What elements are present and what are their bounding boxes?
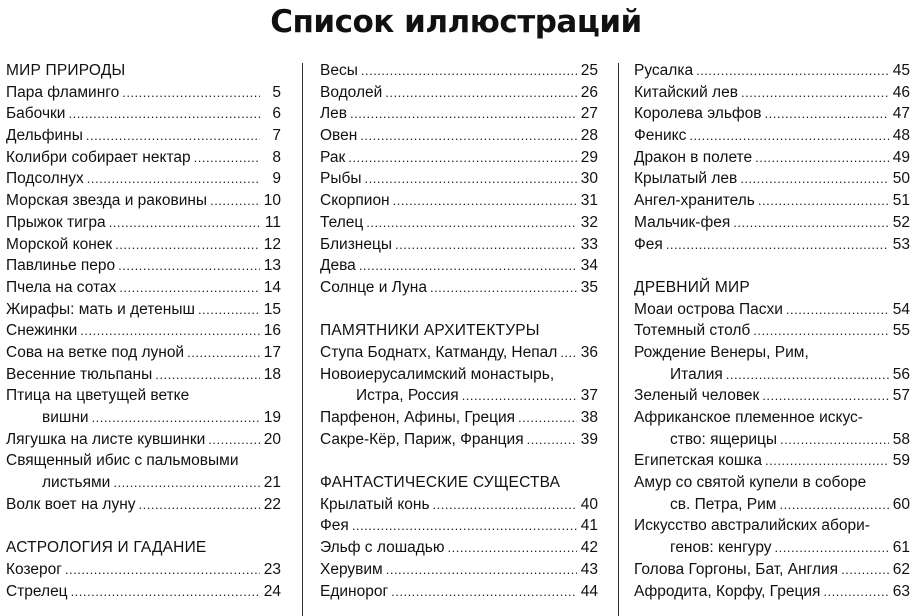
toc-entry [6,190,281,212]
entry-page-number: 28 [580,127,598,145]
entry-page-number: 13 [263,257,281,275]
entry-title: Весенние тюльпаны [6,365,153,383]
toc-entry [634,450,910,472]
dot-leader [115,234,260,256]
dot-leader [87,168,260,190]
entry-page-number: 21 [263,474,281,492]
entry-title: Скорпион [320,192,390,210]
entry-title: Стрелец [6,582,68,600]
entry-page-number: 27 [580,105,598,123]
dot-leader [385,82,577,104]
entry-page-number: 44 [580,582,598,600]
entry-page-number: 50 [892,170,910,188]
toc-entry [6,364,281,386]
dot-leader [350,103,577,125]
dot-leader [366,212,577,234]
entry-page-number: 15 [263,300,281,318]
entry-title: Дельфины [6,127,83,145]
entry-title: Моаи острова Пасхи [634,300,783,318]
toc-entry [320,537,598,559]
toc-entry [6,234,281,256]
toc-entry [320,212,598,234]
entry-title-line: Истра, Россия [356,387,459,405]
entry-page-number: 19 [263,409,281,426]
dot-leader [740,168,889,190]
entry-title: Морской конек [6,235,113,253]
entry-page-number: 56 [892,365,910,383]
entry-page-number: 39 [580,430,598,448]
dot-leader [779,494,889,516]
toc-entry [6,299,281,321]
toc-entry [6,342,281,364]
toc-entry [6,277,281,299]
toc-entry [634,299,910,321]
toc-entry [634,494,910,516]
column-divider [302,63,303,616]
dot-leader [122,82,260,104]
toc-entry [320,125,598,147]
dot-leader [560,342,577,364]
entry-page-number: 9 [272,170,281,188]
entry-title: Тотемный столб [634,322,751,340]
entry-page-number: 55 [892,322,910,340]
entry-page-number: 45 [892,62,910,79]
entry-page-number: 54 [892,300,910,318]
entry-page-number: 30 [580,170,598,188]
dot-leader [80,320,260,342]
entry-page-number: 23 [263,560,281,578]
toc-entry [320,60,598,82]
toc-entry [6,212,281,234]
dot-leader [841,559,889,581]
dot-leader [823,581,889,603]
entry-title: Парфенон, Афины, Греция [320,409,516,426]
toc-entry [320,190,598,212]
entry-page-number: 49 [892,148,910,166]
entry-title-line: Священный ибис с пальмовыми [6,452,239,470]
entry-page-number: 52 [892,213,910,231]
section-heading: АСТРОЛОГИЯ И ГАДАНИЕ [6,539,207,557]
entry-title: Феникс [634,127,687,145]
entry-title-line: Рождение Венеры, Рим, [634,343,809,361]
entry-title: Королева эльфов [634,105,762,123]
entry-page-number: 60 [892,495,910,513]
toc-entry [6,125,281,147]
entry-title: Зеленый человек [634,387,760,405]
toc-entry [634,364,910,386]
entry-page-number: 57 [892,387,910,405]
entry-page-number: 12 [263,235,281,253]
dot-leader [359,255,577,277]
entry-title: Китайский лев [634,83,738,101]
entry-page-number: 41 [580,517,598,535]
dot-leader [518,407,577,429]
toc-entry [6,494,281,516]
dot-leader [780,429,889,451]
toc-entry [6,320,281,342]
dot-leader [139,494,260,516]
entry-page-number: 63 [892,582,910,600]
entry-page-number: 22 [263,495,281,513]
toc-entry [6,472,281,494]
entry-title: Единорог [320,582,389,600]
entry-page-number: 48 [892,127,910,145]
entry-title: Пара фламинго [6,83,120,101]
entry-page-number: 40 [580,495,598,513]
toc-entry [634,537,910,559]
dot-leader [775,537,889,559]
dot-leader [758,190,889,212]
dot-leader [360,125,577,147]
entry-title-line: листьями [42,474,111,492]
dot-leader [361,60,577,82]
toc-entry [320,234,598,256]
entry-page-number: 18 [263,365,281,383]
toc-entry [320,429,598,451]
dot-leader [119,277,260,299]
entry-page-number: 51 [892,192,910,210]
entry-title: Весы [320,62,358,79]
entry-title: Волк воет на луну [6,495,136,513]
toc-column-1 [6,60,281,602]
toc-entry [634,385,910,407]
entry-page-number: 35 [580,278,598,296]
entry-page-number: 53 [892,235,910,253]
entry-page-number: 37 [580,387,598,405]
entry-title: Рак [320,148,346,166]
dot-leader [92,407,260,429]
entry-page-number: 17 [263,343,281,361]
entry-title: Подсолнух [6,170,84,188]
entry-title: Дракон в полете [634,148,753,166]
toc-entry [6,255,281,277]
entry-page-number: 10 [263,192,281,210]
toc-entry [320,385,598,407]
section-heading: ПАМЯТНИКИ АРХИТЕКТУРЫ [320,322,540,340]
entry-title-line: ство: ящерицы [670,430,778,448]
dot-leader [741,82,889,104]
entry-page-number: 47 [892,105,910,123]
entry-title: Лягушка на листе кувшинки [6,430,206,448]
dot-leader [733,212,889,234]
page-title: Список иллюстраций [270,4,642,40]
toc-entry [634,320,910,342]
entry-title: Афродита, Корфу, Греция [634,582,821,600]
dot-leader [348,147,577,169]
entry-title: Ангел-хранитель [634,192,755,210]
toc-entry [6,559,281,581]
entry-title: Эльф с лошадью [320,539,445,557]
entry-title: Жирафы: мать и детеныш [6,300,195,318]
entry-title: Рыбы [320,170,362,188]
dot-leader [113,472,260,494]
toc-entry [634,190,910,212]
toc-entry [320,342,598,364]
entry-title: Крылатый лев [634,170,738,188]
dot-leader [187,342,260,364]
dot-leader [395,234,577,256]
dot-leader [765,450,889,472]
entry-title-line: Искусство австралийских абори- [634,517,870,535]
dot-leader [786,299,889,321]
toc-entry [320,168,598,190]
entry-title-line: св. Петра, Рим [670,495,777,513]
dot-leader [198,299,260,321]
entry-title: Близнецы [320,235,393,253]
dot-leader [430,277,577,299]
entry-page-number: 11 [264,213,281,231]
toc-entry [634,234,910,256]
toc-entry [320,82,598,104]
entry-title-line: генов: кенгуру [670,539,772,557]
toc-entry [634,581,910,603]
entry-page-number: 29 [580,148,598,166]
dot-leader [391,581,577,603]
entry-title: Водолей [320,83,383,101]
toc-entry [6,429,281,451]
entry-page-number: 34 [580,257,598,275]
entry-page-number: 20 [263,430,281,448]
entry-title-line: Амур со святой купели в соборе [634,474,867,492]
section-heading: ДРЕВНИЙ МИР [634,278,750,296]
entry-page-number: 26 [580,83,598,101]
entry-title: Сова на ветке под луной [6,343,185,361]
dot-leader [109,212,260,234]
toc-entry [6,407,281,429]
entry-title: Херувим [320,560,383,578]
toc-entry [320,103,598,125]
entry-title: Козерог [6,560,62,578]
entry-title: Телец [320,213,364,231]
dot-leader [527,429,577,451]
entry-page-number: 36 [580,343,598,361]
entry-page-number: 6 [272,105,281,123]
toc-column-3 [634,60,910,602]
toc-entry [634,103,910,125]
entry-title-line: Италия [670,365,723,383]
dot-leader [696,60,889,82]
entry-page-number: 58 [892,430,910,448]
entry-page-number: 59 [892,452,910,470]
entry-title: Мальчик-фея [634,213,731,231]
entry-title: Египетская кошка [634,452,763,470]
toc-entry [320,559,598,581]
entry-title: Русалка [634,62,694,79]
toc-entry [634,212,910,234]
toc-entry [6,147,281,169]
toc-entry [6,581,281,603]
section-heading: ФАНТАСТИЧЕСКИЕ СУЩЕСТВА [320,474,561,492]
toc-entry [320,515,598,537]
toc-entry [6,103,281,125]
entry-page-number: 31 [580,192,598,210]
entry-page-number: 16 [263,322,281,340]
entry-title: Фея [634,235,663,253]
entry-title: Ступа Боднатх, Катманду, Непал [320,343,558,361]
entry-title: Павлинье перо [6,257,116,275]
dot-leader [68,103,260,125]
entry-page-number: 61 [892,539,910,557]
dot-leader [393,190,577,212]
entry-page-number: 32 [580,213,598,231]
dot-leader [666,234,889,256]
dot-leader [448,537,578,559]
dot-leader [208,429,260,451]
entry-page-number: 43 [580,560,598,578]
toc-entry [320,277,598,299]
toc-entry [6,168,281,190]
dot-leader [755,147,889,169]
toc-entry [634,82,910,104]
entry-title: Лев [320,105,348,123]
dot-leader [365,168,578,190]
entry-title: Фея [320,517,349,535]
toc-entry [320,147,598,169]
toc-entry [320,255,598,277]
entry-title: Овен [320,127,358,145]
toc-entry [634,125,910,147]
entry-title: Дева [320,257,356,275]
dot-leader [762,385,889,407]
entry-title-line: вишни [42,409,89,426]
toc-entry [634,147,910,169]
dot-leader [194,147,260,169]
toc-column-2 [320,60,598,602]
dot-leader [462,385,577,407]
toc-entry [634,559,910,581]
dot-leader [65,559,260,581]
entry-page-number: 25 [580,62,598,79]
dot-leader [753,320,889,342]
entry-page-number: 38 [580,409,598,426]
entry-title-line: Птица на цветущей ветке [6,387,190,405]
dot-leader [352,515,577,537]
toc-entry [6,82,281,104]
entry-page-number: 24 [263,582,281,600]
toc-entry [634,429,910,451]
toc-entry [634,60,910,82]
entry-title: Голова Горгоны, Бат, Англия [634,560,839,578]
entry-title: Сакре-Кёр, Париж, Франция [320,430,524,448]
entry-page-number: 33 [580,235,598,253]
dot-leader [765,103,890,125]
entry-title-line: Африканское племенное искус- [634,409,863,426]
entry-page-number: 62 [892,560,910,578]
dot-leader [726,364,889,386]
dot-leader [433,494,577,516]
entry-title-line: Новоиерусалимский монастырь, [320,365,555,383]
dot-leader [71,581,260,603]
entry-title: Снежинки [6,322,78,340]
entry-title: Крылатый конь [320,495,430,513]
dot-leader [210,190,260,212]
entry-title: Пчела на сотах [6,278,117,296]
entry-page-number: 46 [892,83,910,101]
entry-title: Колибри собирает нектар [6,148,191,166]
dot-leader [155,364,260,386]
dot-leader [689,125,889,147]
entry-title: Морская звезда и раковины [6,192,208,210]
entry-page-number: 42 [580,539,598,557]
toc-entry [320,581,598,603]
dot-leader [386,559,577,581]
dot-leader [86,125,260,147]
entry-title: Солнце и Луна [320,278,427,296]
entry-page-number: 7 [272,127,281,145]
entry-page-number: 14 [263,278,281,296]
entry-title: Бабочки [6,105,66,123]
toc-entry [634,168,910,190]
toc-entry [320,494,598,516]
section-heading: МИР ПРИРОДЫ [6,62,126,79]
entry-title: Прыжок тигра [6,213,106,231]
column-divider [618,63,619,616]
entry-page-number: 8 [272,148,281,166]
toc-entry [320,407,598,429]
entry-page-number: 5 [272,83,281,101]
dot-leader [118,255,260,277]
